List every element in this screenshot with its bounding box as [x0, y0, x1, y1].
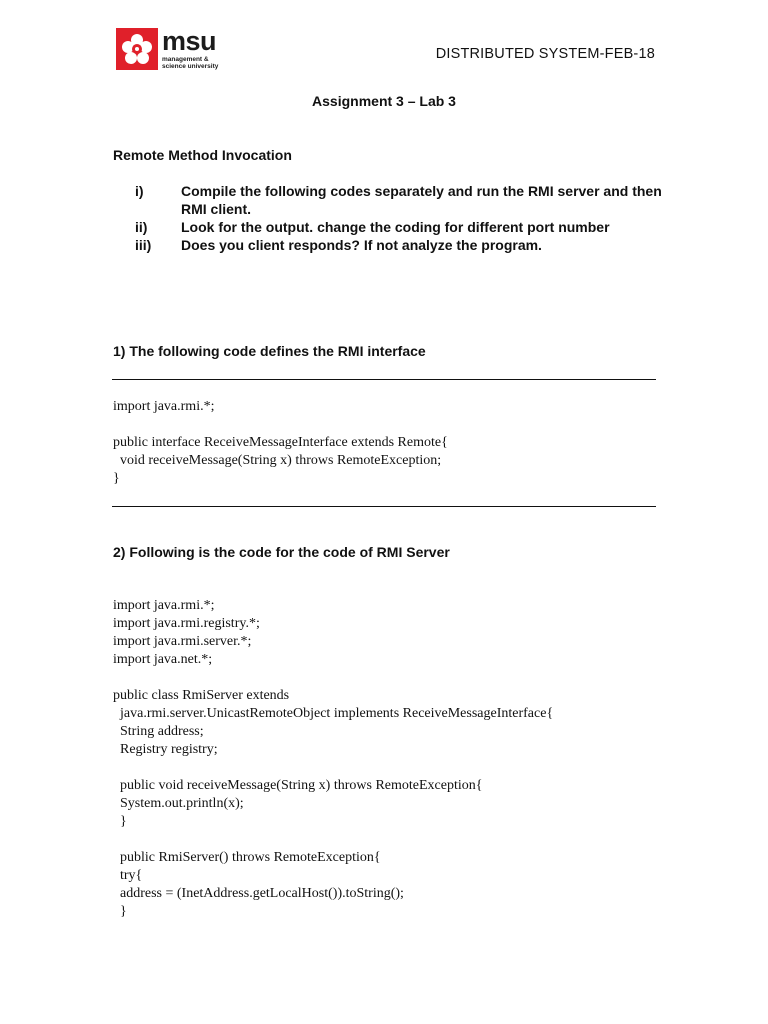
- logo-name: msu: [162, 26, 217, 56]
- task-item: [135, 218, 675, 236]
- task-number: i): [135, 183, 144, 199]
- task-text: Does you client responds? If not analyze the program.: [181, 237, 542, 253]
- interface-code-block: import java.rmi.*; public interface ReceiveMessageInterface extends Remote{ void receiveMessage(String x) throws RemoteException; }: [113, 399, 448, 486]
- divider-bottom: [112, 506, 656, 507]
- section1-heading: 1) The following code defines the RMI interface: [113, 343, 426, 359]
- assignment-title: Assignment 3 – Lab 3: [312, 93, 456, 109]
- task-number: ii): [135, 219, 148, 235]
- topic-heading: Remote Method Invocation: [113, 147, 292, 163]
- server-code-block: import java.rmi.*; import java.rmi.registry.*; import java.rmi.server.*; import java.net.*; public class RmiServer extends java.rmi.server.UnicastRemoteObject implements ReceiveMessageInterface{ String address; Registry registry; public void receiveMessage(String x) throws RemoteException{ System.out.println(x); } public RmiServer() throws RemoteException{ try{ address = (InetAddress.getLocalHost()).toString(); }: [113, 598, 554, 919]
- logo-subtitle-line2: science university: [162, 63, 219, 70]
- course-title: DISTRIBUTED SYSTEM-FEB-18: [435, 46, 655, 62]
- task-text: Look for the output. change the coding for different port number: [181, 219, 610, 235]
- section2-heading: 2) Following is the code for the code of RMI Server: [113, 544, 450, 560]
- logo-subtitle-line1: management &: [162, 56, 209, 63]
- logo-subtitle: [162, 56, 218, 70]
- task-item: [135, 236, 675, 254]
- task-text: Compile the following codes separately and run the RMI server and then RMI client.: [181, 183, 662, 217]
- task-item: [135, 182, 675, 218]
- msu-logo: [116, 28, 240, 72]
- hibiscus-logo-icon: [116, 28, 158, 70]
- divider-top: [112, 379, 656, 380]
- task-number: iii): [135, 237, 152, 253]
- task-list: [135, 182, 675, 254]
